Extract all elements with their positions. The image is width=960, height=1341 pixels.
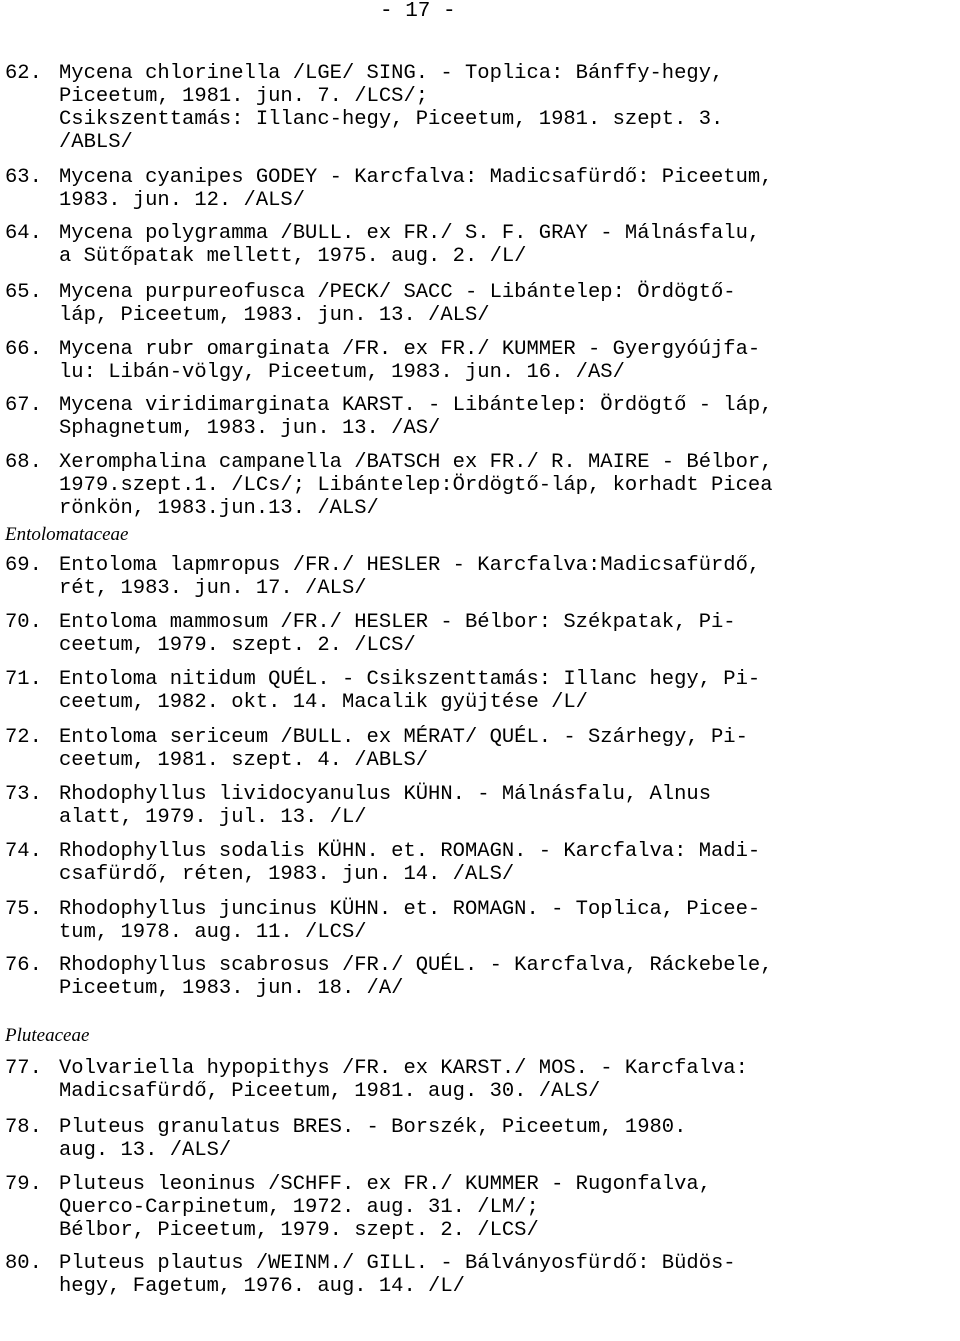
entry-number: 71.	[5, 668, 42, 691]
entry-number: 62.	[5, 62, 42, 85]
entry-number: 74.	[5, 840, 42, 863]
entry-text-line: rönkön, 1983.jun.13. /ALS/	[59, 497, 379, 520]
family-heading-entolomataceae: Entolomataceae	[5, 524, 129, 545]
entry-text-line: Mycena rubr omarginata /FR. ex FR./ KUMMER - Gyergyóújfa-	[59, 338, 761, 361]
entry-number: 78.	[5, 1116, 42, 1139]
entry-text-line: Rhodophyllus sodalis KÜHN. et. ROMAGN. - Karcfalva: Madi-	[59, 840, 761, 863]
entry-number: 80.	[5, 1252, 42, 1275]
entry-text-line: Rhodophyllus lividocyanulus KÜHN. - Málnásfalu, Alnus	[59, 783, 712, 806]
entry-text-line: Mycena cyanipes GODEY - Karcfalva: Madicsafürdő: Piceetum,	[59, 166, 773, 189]
entry-text-line: a Sütőpatak mellett, 1975. aug. 2. /L/	[59, 245, 527, 268]
entry-text-line: aug. 13. /ALS/	[59, 1139, 232, 1162]
entry-text-line: rét, 1983. jun. 17. /ALS/	[59, 577, 367, 600]
entry-number: 65.	[5, 281, 42, 304]
entry-number: 75.	[5, 898, 42, 921]
entry-text-line: Pluteus leoninus /SCHFF. ex FR./ KUMMER - Rugonfalva,	[59, 1173, 712, 1196]
entry-text-line: Mycena viridimarginata KARST. - Libántelep: Ördögtő - láp,	[59, 394, 773, 417]
entry-text-line: Entoloma sericeum /BULL. ex MÉRAT/ QUÉL. - Szárhegy, Pi-	[59, 726, 748, 749]
entry-text-line: Mycena chlorinella /LGE/ SING. - Toplica: Bánffy-hegy,	[59, 62, 724, 85]
entry-text-line: Piceetum, 1983. jun. 18. /A/	[59, 977, 404, 1000]
entry-text-line: ceetum, 1982. okt. 14. Macalik gyüjtése /L/	[59, 691, 588, 714]
entry-text-line: ceetum, 1981. szept. 4. /ABLS/	[59, 749, 429, 772]
entry-number: 64.	[5, 222, 42, 245]
entry-text-line: Xeromphalina campanella /BATSCH ex FR./ R. MAIRE - Bélbor,	[59, 451, 773, 474]
entry-text-line: Entoloma nitidum QUÉL. - Csikszenttamás: Illanc hegy, Pi-	[59, 668, 761, 691]
entry-number: 69.	[5, 554, 42, 577]
page-number: - 17 -	[380, 0, 456, 23]
entry-text-line: Rhodophyllus scabrosus /FR./ QUÉL. - Karcfalva, Ráckebele,	[59, 954, 773, 977]
entry-text-line: alatt, 1979. jul. 13. /L/	[59, 806, 367, 829]
entry-text-line: Piceetum, 1981. jun. 7. /LCS/;	[59, 85, 429, 108]
entry-number: 67.	[5, 394, 42, 417]
entry-text-line: Querco-Carpinetum, 1972. aug. 31. /LM/;	[59, 1196, 539, 1219]
entry-text-line: Entoloma lapmropus /FR./ HESLER - Karcfalva:Madicsafürdő,	[59, 554, 761, 577]
entry-number: 66.	[5, 338, 42, 361]
entry-number: 76.	[5, 954, 42, 977]
entry-text-line: Csikszenttamás: Illanc-hegy, Piceetum, 1981. szept. 3.	[59, 108, 724, 131]
entry-text-line: Mycena polygramma /BULL. ex FR./ S. F. GRAY - Málnásfalu,	[59, 222, 761, 245]
entry-number: 77.	[5, 1057, 42, 1080]
entry-text-line: Pluteus plautus /WEINM./ GILL. - Bálványosfürdő: Büdös-	[59, 1252, 736, 1275]
entry-text-line: ceetum, 1979. szept. 2. /LCS/	[59, 634, 416, 657]
entry-text-line: Mycena purpureofusca /PECK/ SACC - Libántelep: Ördögtő-	[59, 281, 736, 304]
entry-text-line: Volvariella hypopithys /FR. ex KARST./ MOS. - Karcfalva:	[59, 1057, 748, 1080]
entry-text-line: hegy, Fagetum, 1976. aug. 14. /L/	[59, 1275, 465, 1298]
entry-text-line: Pluteus granulatus BRES. - Borszék, Piceetum, 1980.	[59, 1116, 687, 1139]
family-heading-pluteaceae: Pluteaceae	[5, 1025, 90, 1046]
entry-number: 68.	[5, 451, 42, 474]
entry-number: 63.	[5, 166, 42, 189]
entry-number: 79.	[5, 1173, 42, 1196]
entry-text-line: /ABLS/	[59, 131, 133, 154]
entry-text-line: Entoloma mammosum /FR./ HESLER - Bélbor: Székpatak, Pi-	[59, 611, 736, 634]
entry-text-line: láp, Piceetum, 1983. jun. 13. /ALS/	[59, 304, 490, 327]
entry-text-line: 1983. jun. 12. /ALS/	[59, 189, 306, 212]
entry-number: 72.	[5, 726, 42, 749]
entry-text-line: 1979.szept.1. /LCs/; Libántelep:Ördögtő-láp, korhadt Picea	[59, 474, 773, 497]
entry-text-line: Bélbor, Piceetum, 1979. szept. 2. /LCS/	[59, 1219, 539, 1242]
entry-number: 73.	[5, 783, 42, 806]
entry-number: 70.	[5, 611, 42, 634]
entry-text-line: Madicsafürdő, Piceetum, 1981. aug. 30. /ALS/	[59, 1080, 601, 1103]
entry-text-line: Sphagnetum, 1983. jun. 13. /AS/	[59, 417, 441, 440]
entry-text-line: lu: Libán-völgy, Piceetum, 1983. jun. 16. /AS/	[59, 361, 625, 384]
entry-text-line: csafürdő, réten, 1983. jun. 14. /ALS/	[59, 863, 515, 886]
entry-text-line: Rhodophyllus juncinus KÜHN. et. ROMAGN. - Toplica, Picee-	[59, 898, 761, 921]
entry-text-line: tum, 1978. aug. 11. /LCS/	[59, 921, 367, 944]
